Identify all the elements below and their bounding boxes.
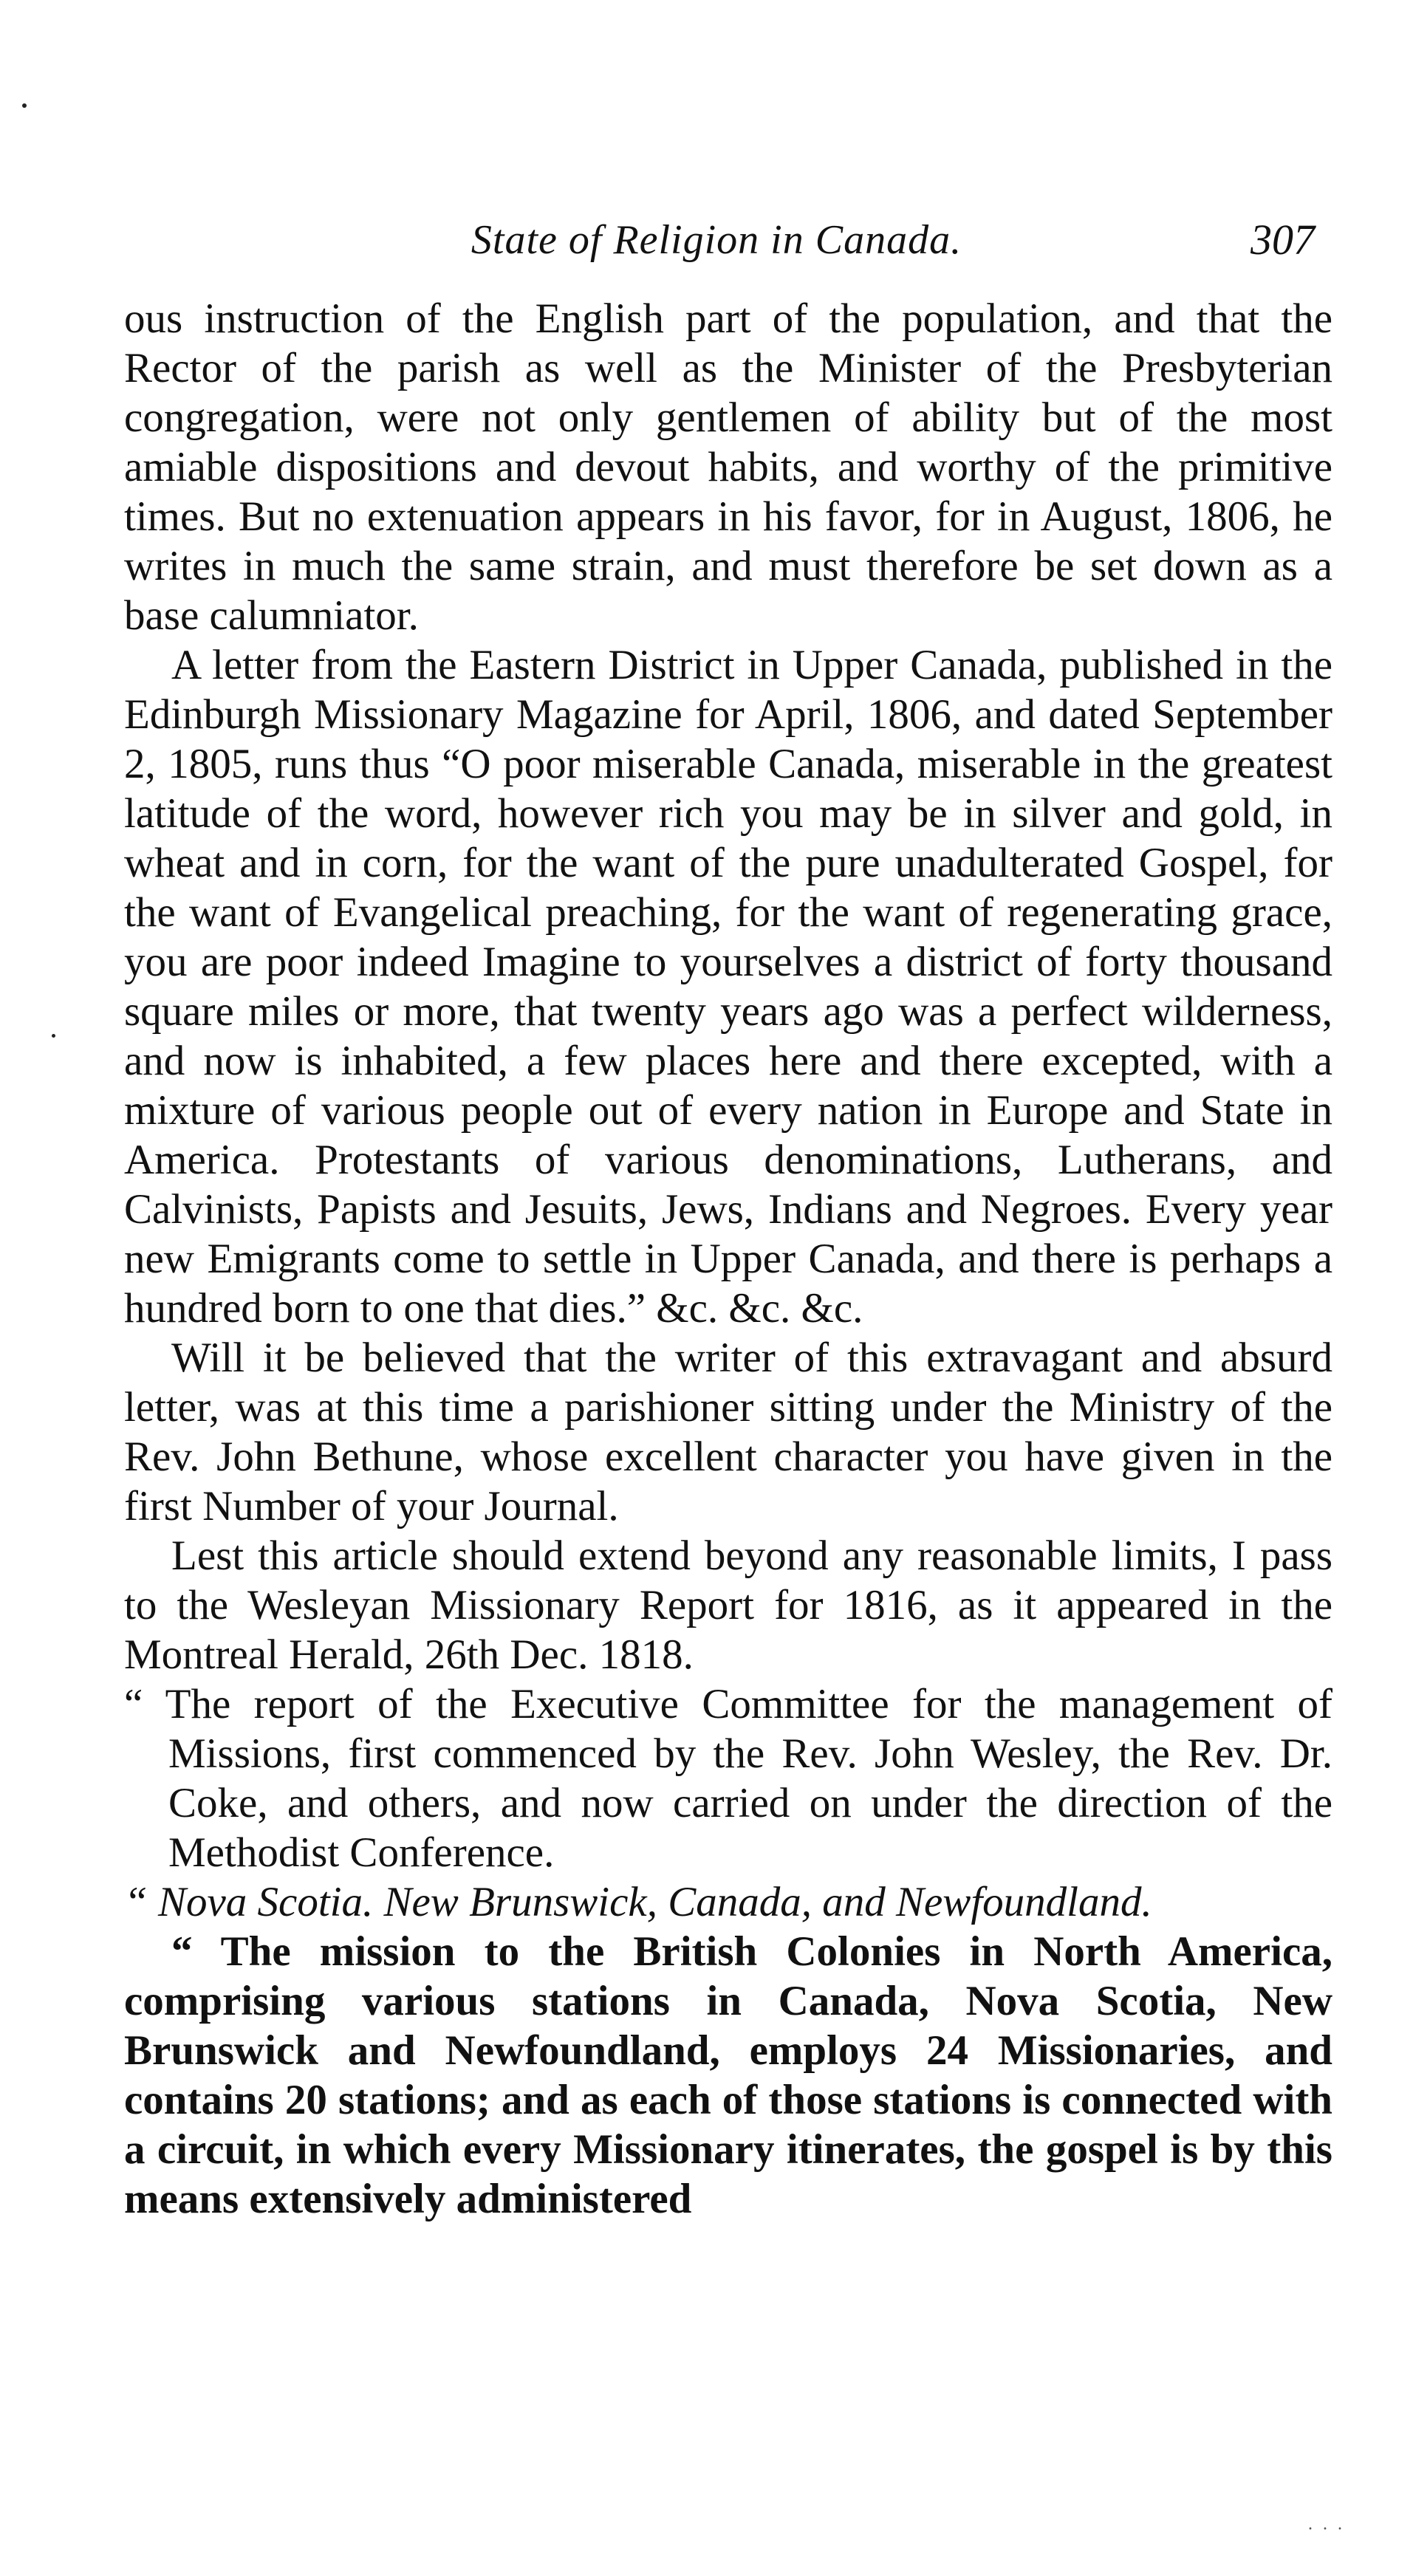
running-title: State of Religion in Canada. bbox=[471, 217, 962, 263]
paragraph-writer: Will it be believed that the writer of this extravagant and absurd letter, was at this time a parishioner sitting under the Ministry of the Rev. John Bethune, whose excellent character you have given in the first Number of your Journal. bbox=[124, 1335, 1332, 1530]
running-head bbox=[118, 207, 1315, 273]
page-number: 307 bbox=[1251, 216, 1315, 264]
margin-speck bbox=[52, 1034, 55, 1038]
paragraph-letter: A letter from the Eastern District in Upper Canada, published in the Edinburgh Missionary Magazine for April, 1806, and dated September 2, 1805, runs thus “O poor miserable Canada, miserable in the greatest latitude of the word, however rich you may be in silver and gold, in wheat and in corn, for the want of the pure unadulterated Gospel, for the want of Evangelical preaching, for the want of regenerating grace, you are poor indeed Imagine to yourselves a district of forty thousand square miles or more, that twenty years ago was a perfect wilderness, and now is inhabited, a few places here and there excepted, with a mixture of various people out of every nation in Europe and State in America. Protestants of various denominations, Lutherans, and Calvinists, Papists and Jesuits, Jews, Indians and Negroes. Every year new Emigrants come to settle in Upper Canada, and there is perhaps a hundred born to one that dies.” &c. &c. &c. bbox=[124, 642, 1332, 1332]
body-text bbox=[124, 294, 1332, 2224]
paragraph-continuation: ous instruction of the English part of the population, and that the Rector of the parish as well as the Minister of the Presbyterian congregation, were not only gentlemen of ability but of the most amiable dispositions and devout habits, and worthy of the primitive times. But no extenuation appears in his favor, for in August, 1806, he writes in much the same strain, and must therefore be set down as a base calumniator. bbox=[124, 295, 1332, 639]
section-heading-colonies: “ Nova Scotia. New Brunswick, Canada, and Newfoundland. bbox=[124, 1879, 1152, 1925]
paragraph-report-quote: “ The report of the Executive Committee for the management of Missions, first commenced by the Rev. John Wesley, the Rev. Dr. Coke, and others, and now carried on under the direction of the Methodist Conference. bbox=[124, 1681, 1332, 1876]
paragraph-wesleyan: Lest this article should extend beyond any reasonable limits, I pass to the Wesleyan Missionary Report for 1816, as it appeared in the Montreal Herald, 26th Dec. 1818. bbox=[124, 1532, 1332, 1678]
paragraph-mission: “ The mission to the British Colonies in North America, comprising various stations in Canada, Nova Scotia, New Brunswick and Newfoundland, employs 24 Missionaries, and contains 20 stations; and as each of those stations is connected with a circuit, in which every Missionary itinerates, the gospel is by this means extensively administered bbox=[124, 1928, 1332, 2222]
ink-speck: . . . bbox=[1308, 2515, 1345, 2534]
margin-speck bbox=[22, 103, 27, 108]
